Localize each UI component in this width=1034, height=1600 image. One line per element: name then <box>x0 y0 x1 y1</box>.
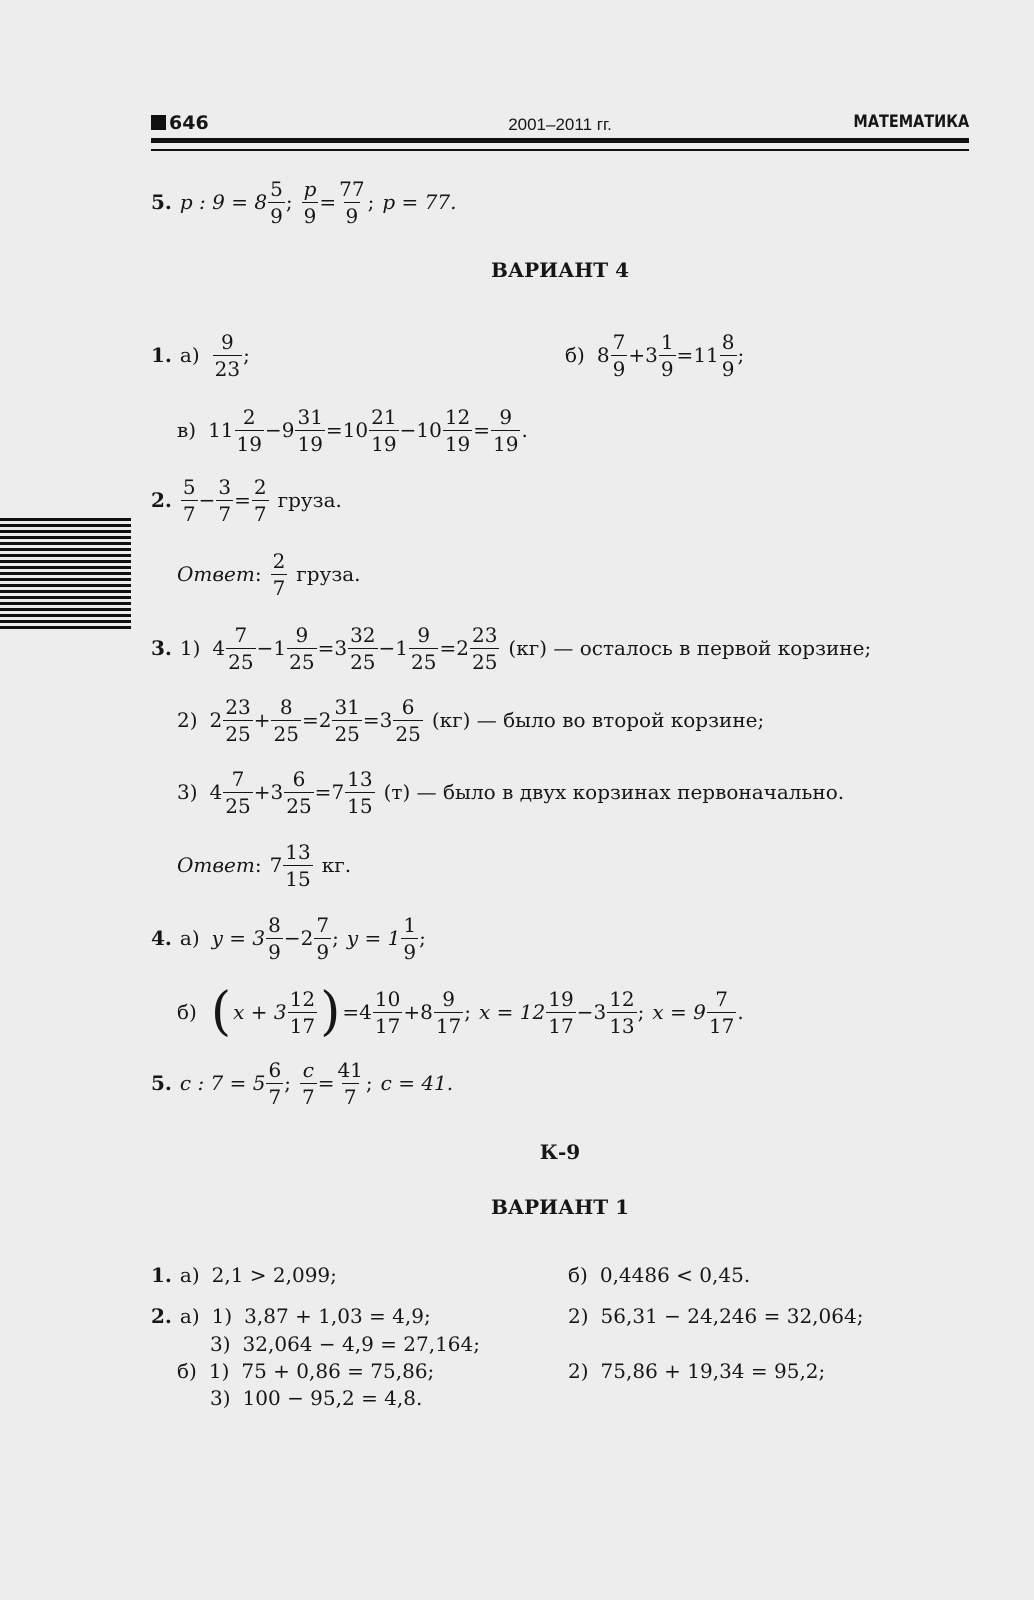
denominator: 9 <box>270 203 283 228</box>
numerator: p <box>303 176 317 201</box>
step-text: (т) — было в двух корзинах первоначально. <box>383 780 845 804</box>
whole: 2 <box>300 926 314 950</box>
numerator: 13 <box>347 766 373 791</box>
fraction <box>434 986 463 1038</box>
fraction <box>226 622 255 674</box>
numerator: 19 <box>548 986 574 1011</box>
equals: = <box>319 190 337 214</box>
item-number: 4. <box>151 926 172 950</box>
fraction <box>335 1057 364 1109</box>
sub-label: а) <box>179 926 200 950</box>
numerator: 7 <box>234 622 248 647</box>
whole: 3 <box>379 708 393 732</box>
numerator: 23 <box>471 622 498 647</box>
expr: 0,4486 < 0,45. <box>599 1263 751 1287</box>
denominator: 19 <box>493 431 519 456</box>
step-label: 1) <box>211 1304 233 1328</box>
numerator: 13 <box>285 839 311 864</box>
whole: 4 <box>359 1000 372 1024</box>
whole: 8 <box>420 1000 433 1024</box>
fraction <box>213 329 242 381</box>
denominator: 19 <box>444 431 471 456</box>
whole: 3 <box>334 636 348 660</box>
denominator: 9 <box>345 203 359 228</box>
v4-q3-answer: Ответ : 7 $\frac{13}{15}$ кг. <box>177 839 352 891</box>
k9-variant-1-title: ВАРИАНТ 1 <box>490 1195 630 1219</box>
whole: 3 <box>593 1000 607 1024</box>
denominator: 9 <box>612 356 626 381</box>
sub-label: а) <box>179 1263 200 1287</box>
denominator: 9 <box>268 939 281 964</box>
answer-label: Ответ <box>177 853 255 877</box>
expr: 75 + 0,86 = 75,86; <box>241 1359 435 1383</box>
denominator: 23 <box>214 356 241 381</box>
fraction <box>401 912 418 964</box>
expr: 3,87 + 1,03 = 4,9; <box>244 1304 431 1328</box>
denominator: 15 <box>285 866 311 891</box>
sub-label: б) <box>177 1359 197 1383</box>
numerator: 8 <box>268 912 281 937</box>
fraction <box>409 622 438 674</box>
numerator: 41 <box>337 1057 363 1082</box>
whole: 11 <box>208 418 234 442</box>
numerator: c <box>302 1057 314 1082</box>
fraction <box>611 329 628 381</box>
v4-q1-b: б) 8 $\frac{7}{9}$ + 3 $\frac{1}{9}$ = 11 $\frac{8}{9}$ ; <box>565 329 745 381</box>
side-stripes-decoration <box>0 518 131 632</box>
denominator: 25 <box>225 793 251 818</box>
fraction <box>348 622 377 674</box>
k9-q2-a2 <box>568 1302 863 1330</box>
step-label: 2) <box>568 1359 589 1383</box>
denominator: 19 <box>297 431 323 456</box>
fraction <box>369 404 398 456</box>
v4-q3-step3: 3) 4 $\frac{7}{25}$ + 3 $\frac{6}{25}$ = 7 $\frac{13}{15}$ (т) — было в двух корзинах первоначально. <box>177 766 845 818</box>
k9-q2-b3 <box>210 1384 422 1412</box>
whole: 10 <box>342 418 369 442</box>
fraction <box>470 622 499 674</box>
expr: x = 12 <box>479 1000 546 1024</box>
numerator: 12 <box>609 986 635 1011</box>
denominator: 25 <box>350 649 376 674</box>
denominator: 15 <box>347 793 373 818</box>
fraction <box>373 986 402 1038</box>
whole: 3 <box>645 343 658 367</box>
expr: 75,86 + 19,34 = 95,2; <box>600 1359 826 1383</box>
expr: y = 1 <box>346 926 401 950</box>
whole: 11 <box>693 343 719 367</box>
fraction <box>300 1057 317 1109</box>
fraction <box>332 694 361 746</box>
whole: 3 <box>270 780 284 804</box>
result: c = 41. <box>380 1071 454 1095</box>
denominator: 25 <box>411 649 437 674</box>
sub-label: а) <box>179 1304 200 1328</box>
sub-label: б) <box>565 343 585 367</box>
denominator: 7 <box>272 575 286 600</box>
numerator: 12 <box>444 404 471 429</box>
numerator: 9 <box>417 622 431 647</box>
sub-label: а) <box>179 343 200 367</box>
whole: 4 <box>209 780 223 804</box>
numerator: 9 <box>295 622 309 647</box>
whole: 1 <box>395 636 409 660</box>
k9-q2-a3 <box>210 1330 480 1358</box>
denominator: 9 <box>316 939 330 964</box>
numerator: 8 <box>721 329 735 354</box>
numerator: 9 <box>220 329 234 354</box>
denominator: 9 <box>303 203 317 228</box>
denominator: 25 <box>273 721 299 746</box>
sub-label: в) <box>177 418 197 442</box>
v4-q3-step1: 3. 1) 4 $\frac{7}{25}$ − 1 $\frac{9}{25}$ = 3 $\frac{32}{25}$ − 1 $\frac{9}{25}$ = 2 $\frac{23}{25}$ (кг) — осталось в первой корзине; <box>151 622 872 674</box>
k9-title: К-9 <box>539 1140 581 1164</box>
step-label: 3) <box>210 1332 231 1356</box>
v4-q4-b: б) ( x + 3 $\frac{12}{17}$ ) = 4 $\frac{10}{17}$ + 8 $\frac{9}{17}$ ; x = 12 $\frac{19}{17}$ − 3 $\frac{12}{13}$ ; x = 9 $\frac{7}{17}$ . <box>177 982 744 1042</box>
numerator: 6 <box>401 694 415 719</box>
fraction <box>216 474 233 526</box>
denominator: 25 <box>471 649 498 674</box>
denominator: 25 <box>289 649 315 674</box>
denominator: 7 <box>301 1084 315 1109</box>
numerator: 2 <box>253 474 267 499</box>
whole: 7 <box>331 780 345 804</box>
k9-q2-a1 <box>151 1302 431 1330</box>
sub-label: 2) <box>177 708 198 732</box>
v4-q2-answer: Ответ : $\frac{2}{7}$ груза. <box>177 548 361 600</box>
numerator: 2 <box>242 404 256 429</box>
fraction <box>284 766 313 818</box>
k9-q1-a <box>151 1261 337 1289</box>
page-number-text: 646 <box>169 112 209 134</box>
numerator: 7 <box>715 986 728 1011</box>
fraction <box>345 766 374 818</box>
fraction <box>546 986 575 1038</box>
expr: 2,1 > 2,099; <box>211 1263 337 1287</box>
sub-label: 1) <box>179 636 201 660</box>
numerator: 5 <box>182 474 196 499</box>
item-number: 2. <box>151 1304 172 1328</box>
fraction <box>337 176 366 228</box>
numerator: 7 <box>231 766 245 791</box>
v4-q1-v: в) 11 $\frac{2}{19}$ − 9 $\frac{31}{19}$ = 10 $\frac{21}{19}$ − 10 $\frac{12}{19}$ = $\frac{9}{19}$ . <box>177 404 528 456</box>
expr: 100 − 95,2 = 4,8. <box>242 1386 423 1410</box>
expr: 56,31 − 24,246 = 32,064; <box>600 1304 864 1328</box>
fraction <box>271 548 288 600</box>
fraction <box>223 766 252 818</box>
fraction <box>288 986 317 1038</box>
numerator: 5 <box>270 176 283 201</box>
denominator: 13 <box>609 1013 635 1038</box>
fraction <box>252 474 269 526</box>
denominator: 25 <box>286 793 312 818</box>
fraction <box>607 986 636 1038</box>
denominator: 9 <box>660 356 674 381</box>
unit: кг. <box>321 853 352 877</box>
expr: x + 3 <box>233 1000 287 1024</box>
denominator: 25 <box>228 649 254 674</box>
step-label: 3) <box>210 1386 231 1410</box>
header-subject: МАТЕМАТИКА <box>853 112 969 132</box>
item-number: 5. <box>151 1071 172 1095</box>
fraction <box>720 329 737 381</box>
numerator: 77 <box>339 176 365 201</box>
denominator: 7 <box>343 1084 357 1109</box>
k9-q1-b <box>568 1261 750 1289</box>
denominator: 17 <box>374 1013 401 1038</box>
answer-label: Ответ <box>177 562 255 586</box>
numerator: 6 <box>292 766 306 791</box>
right-paren: ) <box>320 982 341 1042</box>
denominator: 7 <box>218 501 232 526</box>
numerator: 9 <box>499 404 513 429</box>
fraction <box>491 404 520 456</box>
numerator: 32 <box>350 622 376 647</box>
numerator: 2 <box>272 548 286 573</box>
expr: 32,064 − 4,9 = 27,164; <box>242 1332 480 1356</box>
denominator: 7 <box>253 501 267 526</box>
numerator: 7 <box>612 329 626 354</box>
unit: груза. <box>277 488 342 512</box>
fraction <box>266 912 283 964</box>
fraction <box>287 622 316 674</box>
numerator: 21 <box>371 404 397 429</box>
k9-q2-b1 <box>177 1357 434 1385</box>
page-header <box>151 110 969 140</box>
fraction <box>659 329 676 381</box>
v4-q2: 2. $\frac{5}{7}$ − $\frac{3}{7}$ = $\frac{2}{7}$ груза. <box>151 474 342 526</box>
step-text: (кг) — было во второй корзине; <box>431 708 765 732</box>
item-number: 3. <box>151 636 172 660</box>
numerator: 31 <box>297 404 323 429</box>
denominator: 9 <box>403 939 417 964</box>
sub-label: 3) <box>177 780 198 804</box>
fraction <box>268 176 285 228</box>
denominator: 7 <box>268 1084 282 1109</box>
unit: груза. <box>296 562 361 586</box>
whole: 8 <box>596 343 610 367</box>
expr: x = 9 <box>652 1000 706 1024</box>
expr: y = 3 <box>211 926 266 950</box>
fraction <box>393 694 422 746</box>
left-paren: ( <box>210 982 232 1042</box>
numerator: 6 <box>268 1057 282 1082</box>
denominator: 7 <box>182 501 196 526</box>
item-number: 1. <box>151 343 172 367</box>
denominator: 17 <box>435 1013 462 1038</box>
denominator: 25 <box>225 721 251 746</box>
header-rule-thin <box>151 149 969 151</box>
step-text: (кг) — осталось в первой корзине; <box>508 636 872 660</box>
whole: 4 <box>212 636 226 660</box>
numerator: 1 <box>403 912 417 937</box>
fraction <box>283 839 312 891</box>
header-years: 2001–2011 гг. <box>508 115 612 134</box>
result: p = 77. <box>382 190 457 214</box>
denominator: 17 <box>289 1013 316 1038</box>
fraction <box>223 694 252 746</box>
whole: 2 <box>456 636 469 660</box>
step-label: 1) <box>208 1359 230 1383</box>
numerator: 9 <box>442 986 455 1011</box>
fraction <box>302 176 319 228</box>
variant-4-title: ВАРИАНТ 4 <box>490 258 630 282</box>
denominator: 17 <box>548 1013 574 1038</box>
v4-q1-a: 1. а) $\frac{9}{23}$ ; <box>151 329 250 381</box>
numerator: 12 <box>289 986 316 1011</box>
numerator: 23 <box>225 694 251 719</box>
item-number: 5. <box>151 190 172 214</box>
denominator: 17 <box>708 1013 735 1038</box>
fraction <box>235 404 264 456</box>
sub-label: б) <box>568 1263 588 1287</box>
fraction <box>181 474 198 526</box>
step-label: 2) <box>568 1304 589 1328</box>
numerator: 10 <box>374 986 401 1011</box>
v4-q5: 5. c : 7 = 5 $\frac{6}{7}$ ; $\frac{c}{7}$ = $\frac{41}{7}$ ; c = 41. <box>151 1057 454 1109</box>
denominator: 19 <box>371 431 397 456</box>
expr: c : 7 = 5 <box>179 1071 266 1095</box>
v4-q4-a: 4. а) y = 3 $\frac{8}{9}$ − 2 $\frac{7}{9}$ ; y = 1 $\frac{1}{9}$ ; <box>151 912 426 964</box>
top-item-5: 5. p : 9 = 8 $\frac{5}{9}$ ; $\frac{p}{9}$ = $\frac{77}{9}$ ; p = 77. <box>151 176 457 228</box>
header-rule-thick <box>151 138 969 143</box>
item-number: 1. <box>151 1263 172 1287</box>
denominator: 25 <box>395 721 421 746</box>
whole: 10 <box>416 418 442 442</box>
fraction <box>271 694 300 746</box>
sub-label: б) <box>177 1000 197 1024</box>
whole: 2 <box>318 708 332 732</box>
whole: 1 <box>273 636 287 660</box>
fraction <box>707 986 736 1038</box>
denominator: 9 <box>721 356 735 381</box>
whole: 2 <box>209 708 223 732</box>
fraction <box>266 1057 283 1109</box>
numerator: 31 <box>334 694 360 719</box>
fraction <box>443 404 472 456</box>
whole: 9 <box>281 418 295 442</box>
denominator: 25 <box>334 721 360 746</box>
whole: 7 <box>269 853 283 877</box>
numerator: 7 <box>316 912 330 937</box>
numerator: 1 <box>660 329 674 354</box>
denominator: 19 <box>236 431 262 456</box>
numerator: 3 <box>218 474 232 499</box>
fraction <box>295 404 324 456</box>
item-number: 2. <box>151 488 172 512</box>
numerator: 8 <box>279 694 293 719</box>
v4-q3-step2: 2) 2 $\frac{23}{25}$ + $\frac{8}{25}$ = 2 $\frac{31}{25}$ = 3 $\frac{6}{25}$ (кг) — было во второй корзине; <box>177 694 765 746</box>
expr: p : 9 = 8 <box>179 190 268 214</box>
k9-q2-b2 <box>568 1357 825 1385</box>
fraction <box>314 912 331 964</box>
